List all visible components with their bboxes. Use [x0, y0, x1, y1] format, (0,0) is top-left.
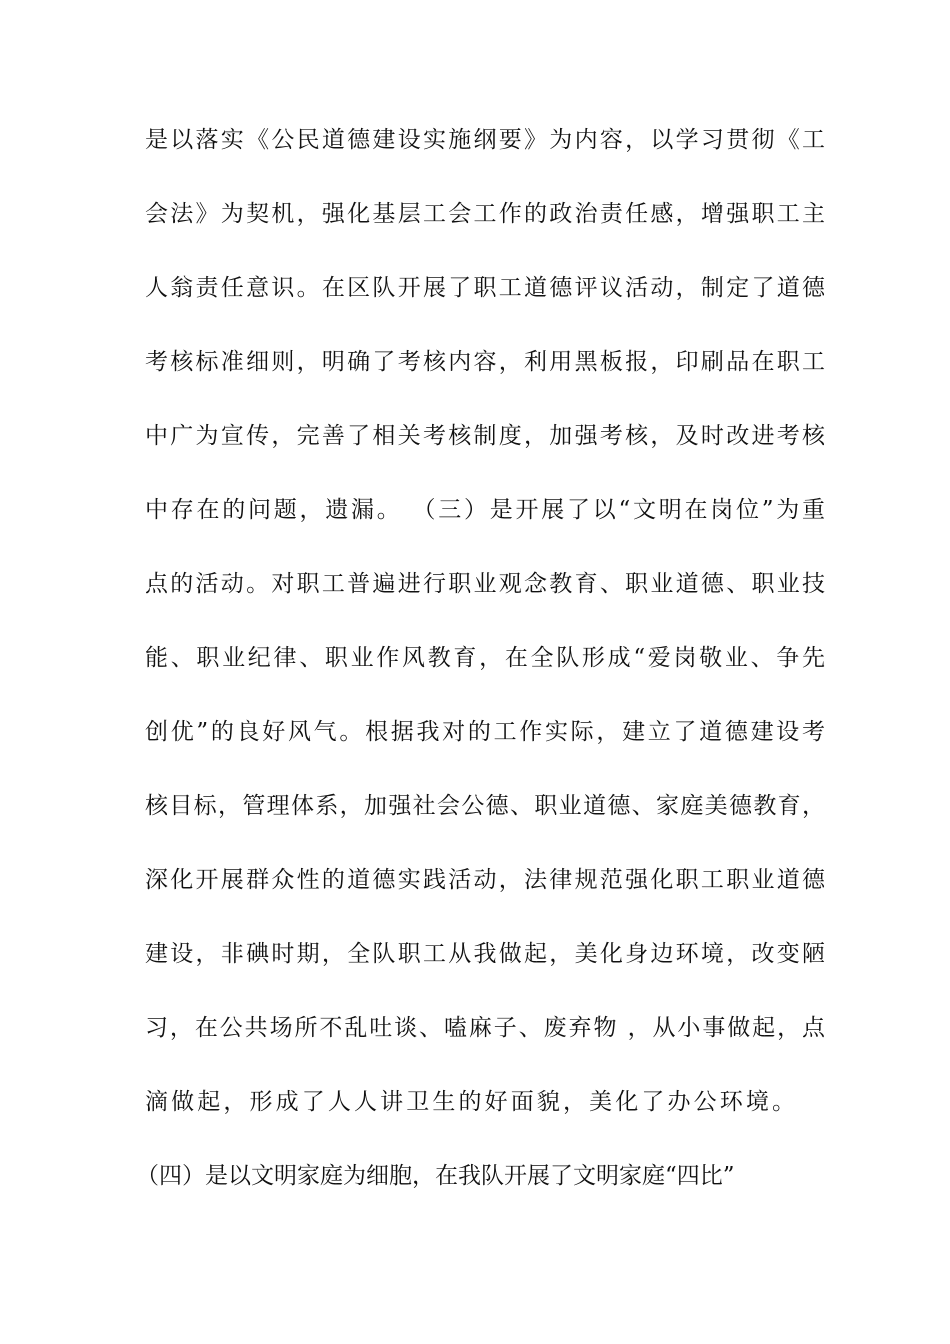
text-line-6: 中存在的问题，遗漏。 （三）是开展了以“文明在岗位”为重	[145, 497, 825, 523]
text-line-15: （四）是以文明家庭为细胞，在我队开展了文明家庭“四比”	[136, 1163, 735, 1189]
text-line-9: 创优”的良好风气。根据我对的工作实际，建立了道德建设考	[145, 719, 825, 745]
text-line-11: 深化开展群众性的道德实践活动，法律规范强化职工职业道德	[145, 867, 825, 893]
text-line-14: 滴做起，形成了人人讲卫生的好面貌，美化了办公环境。	[145, 1089, 795, 1115]
text-line-7: 点的活动。对职工普遍进行职业观念教育、职业道德、职业技	[145, 571, 825, 597]
text-line-2: 会法》为契机，强化基层工会工作的政治责任感，增强职工主	[145, 201, 825, 227]
text-line-13: 习，在公共场所不乱吐谈、嗑麻子、废弃物 ，从小事做起，点	[145, 1015, 825, 1041]
text-line-4: 考核标准细则，明确了考核内容，利用黑板报，印刷品在职工	[145, 349, 825, 375]
text-line-8: 能、职业纪律、职业作风教育，在全队形成“爱岗敬业、争先	[145, 645, 825, 671]
text-line-12: 建设，非碘时期，全队职工从我做起，美化身边环境，改变陋	[145, 941, 825, 967]
text-line-5: 中广为宣传，完善了相关考核制度，加强考核，及时改进考核	[145, 423, 825, 449]
text-line-3: 人翁责任意识。在区队开展了职工道德评议活动，制定了道德	[145, 275, 825, 301]
text-line-10: 核目标，管理体系，加强社会公德、职业道德、家庭美德教育，	[145, 793, 825, 819]
text-line-1: 是以落实《公民道德建设实施纲要》为内容，以学习贯彻《工	[145, 127, 825, 153]
